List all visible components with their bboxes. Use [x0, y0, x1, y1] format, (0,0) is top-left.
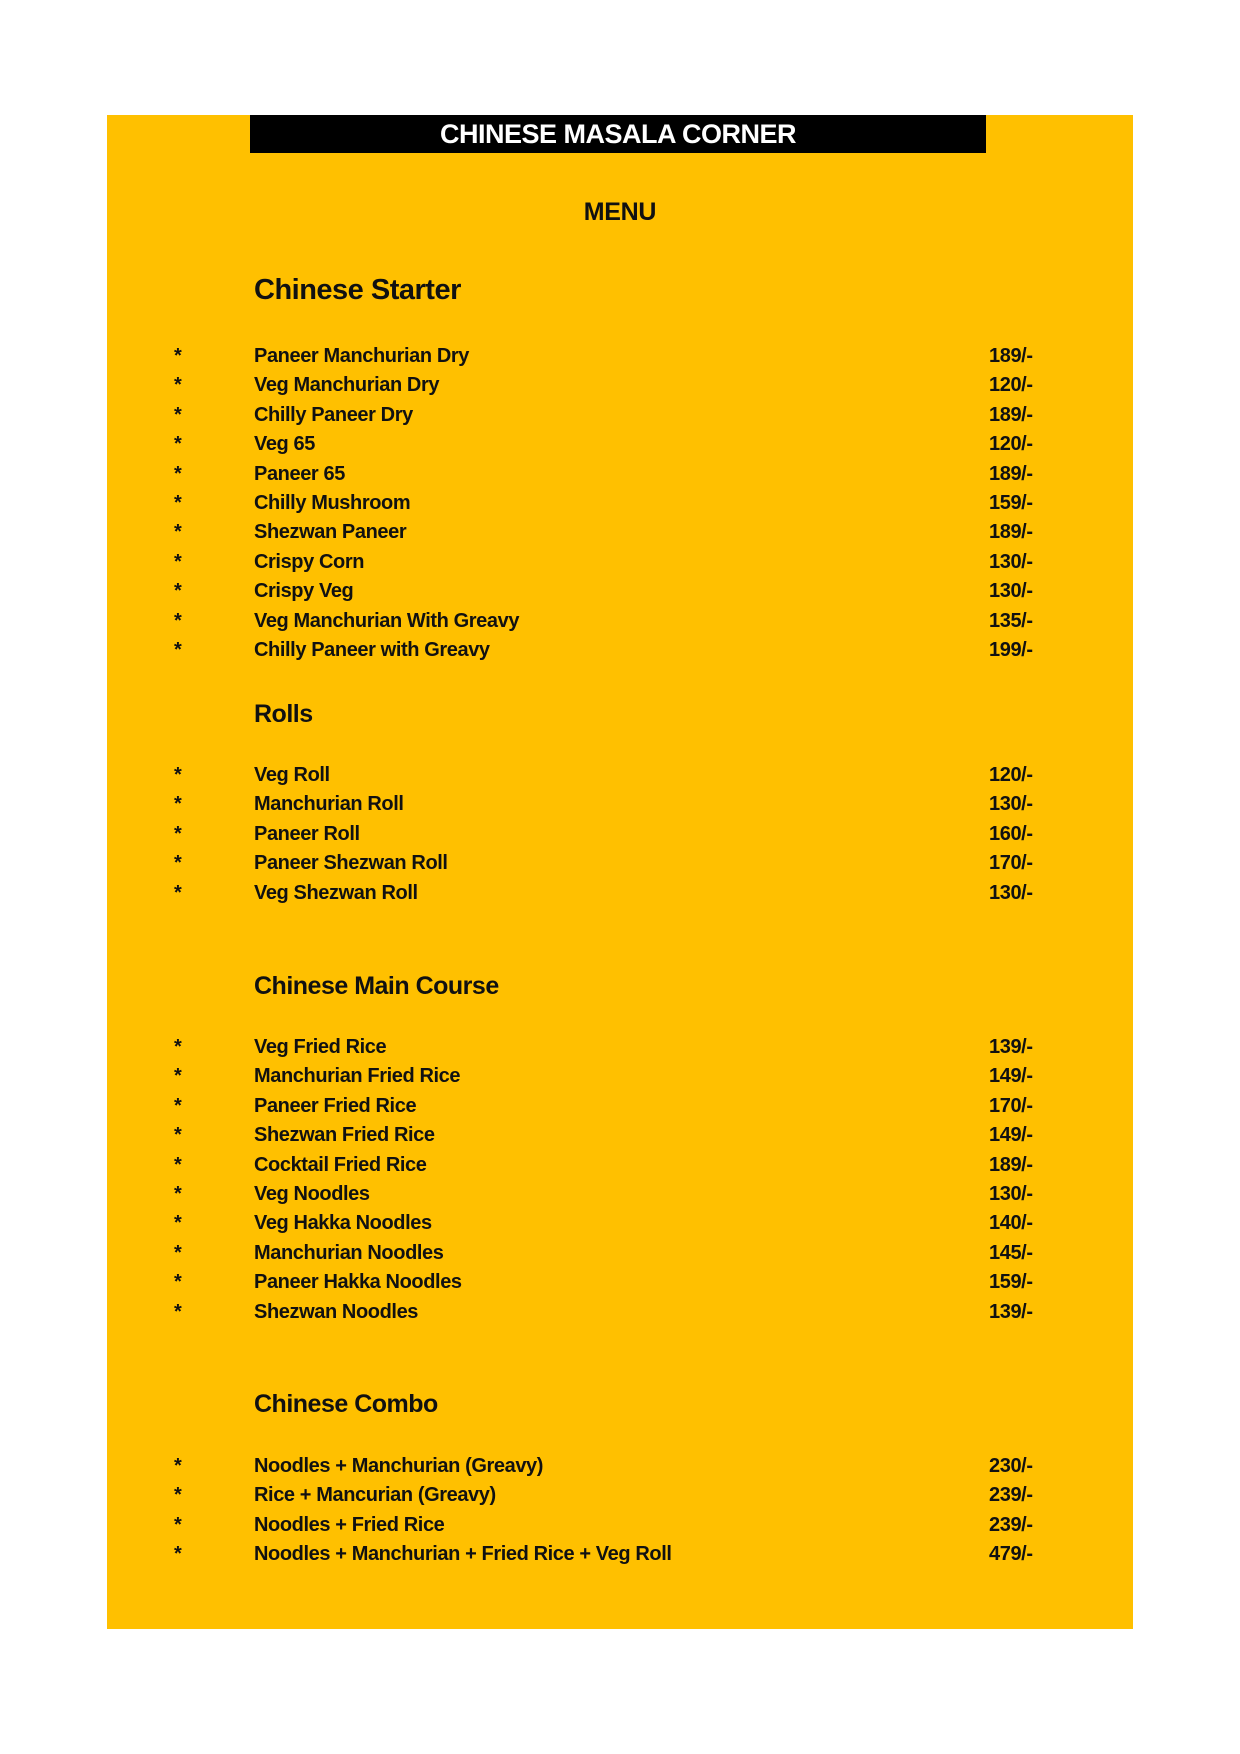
item-name: Paneer Manchurian Dry	[254, 345, 470, 367]
bullet-icon: *	[174, 639, 182, 661]
bullet-icon: *	[174, 1124, 182, 1147]
bullet-icon: *	[174, 374, 182, 397]
bullet-icon: *	[174, 1271, 182, 1294]
bullet-icon: *	[174, 881, 182, 904]
item-price: 120/-	[989, 433, 1033, 456]
item-name: Veg Shezwan Roll	[254, 881, 418, 904]
menu-item	[0, 577, 1240, 606]
bullet-icon: *	[174, 822, 182, 845]
item-price: 189/-	[989, 1153, 1033, 1176]
menu-item	[0, 879, 1240, 908]
bullet-icon: *	[174, 1513, 182, 1536]
item-name: Paneer 65	[254, 462, 345, 485]
item-price: 189/-	[989, 403, 1033, 426]
menu-item	[0, 1033, 1240, 1062]
menu-item	[0, 460, 1240, 489]
bullet-icon: *	[174, 433, 182, 456]
item-price: 170/-	[989, 1094, 1033, 1117]
item-name: Manchurian Roll	[254, 793, 404, 816]
item-name: Veg 65	[254, 433, 315, 456]
bullet-icon: *	[174, 852, 182, 875]
bullet-icon: *	[174, 1212, 182, 1235]
menu-item	[0, 371, 1240, 400]
item-name: Cocktail Fried Rice	[254, 1153, 427, 1176]
menu-item	[0, 849, 1240, 878]
item-price: 139/-	[989, 1300, 1033, 1323]
item-name: Veg Hakka Noodles	[254, 1212, 432, 1235]
menu-item	[0, 342, 1240, 371]
menu-item	[0, 1511, 1240, 1540]
menu-item	[0, 489, 1240, 518]
menu-item	[0, 1298, 1240, 1327]
section-heading-starter: Chinese Starter	[254, 274, 461, 306]
item-name: Veg Roll	[254, 764, 330, 786]
item-price: 479/-	[989, 1543, 1033, 1566]
item-price: 230/-	[989, 1455, 1033, 1477]
bullet-icon: *	[174, 521, 182, 544]
item-price: 170/-	[989, 852, 1033, 875]
bullet-icon: *	[174, 1065, 182, 1088]
bullet-icon: *	[174, 550, 182, 573]
item-price: 239/-	[989, 1513, 1033, 1536]
item-name: Shezwan Noodles	[254, 1300, 419, 1323]
item-price: 135/-	[989, 609, 1033, 632]
item-price: 130/-	[989, 550, 1033, 573]
item-price: 189/-	[989, 521, 1033, 544]
menu-heading: MENU	[583, 198, 657, 226]
bullet-icon: *	[174, 1094, 182, 1117]
bullet-icon: *	[174, 580, 182, 603]
bullet-icon: *	[174, 1300, 182, 1323]
section-heading-main-course: Chinese Main Course	[254, 972, 499, 1000]
menu-item	[0, 636, 1240, 665]
menu-item	[0, 607, 1240, 636]
item-price: 120/-	[989, 374, 1033, 397]
menu-item	[0, 1268, 1240, 1297]
item-name: Rice + Mancurian (Greavy)	[254, 1484, 496, 1507]
item-price: 130/-	[989, 793, 1033, 816]
menu-item	[0, 1062, 1240, 1091]
menu-item	[0, 1452, 1240, 1481]
item-price: 189/-	[989, 345, 1033, 367]
item-name: Paneer Shezwan Roll	[254, 852, 448, 875]
item-price: 130/-	[989, 881, 1033, 904]
item-price: 159/-	[989, 492, 1033, 514]
bullet-icon: *	[174, 793, 182, 816]
item-name: Veg Fried Rice	[254, 1036, 387, 1058]
item-name: Shezwan Paneer	[254, 521, 407, 544]
item-price: 130/-	[989, 580, 1033, 603]
item-name: Crispy Veg	[254, 580, 354, 603]
item-name: Veg Noodles	[254, 1183, 370, 1205]
item-name: Noodles + Fried Rice	[254, 1513, 445, 1536]
bullet-icon: *	[174, 1153, 182, 1176]
menu-item	[0, 1151, 1240, 1180]
item-name: Veg Manchurian Dry	[254, 374, 440, 397]
menu-item	[0, 1180, 1240, 1209]
menu-item	[0, 1481, 1240, 1510]
item-name: Shezwan Fried Rice	[254, 1124, 435, 1147]
menu-item	[0, 820, 1240, 849]
item-name: Chilly Paneer Dry	[254, 403, 413, 426]
bullet-icon: *	[174, 1036, 182, 1058]
restaurant-title: CHINESE MASALA CORNER	[250, 115, 986, 153]
item-name: Veg Manchurian With Greavy	[254, 609, 520, 632]
menu-item	[0, 1540, 1240, 1569]
menu-item	[0, 761, 1240, 790]
bullet-icon: *	[174, 1241, 182, 1264]
menu-item	[0, 1209, 1240, 1238]
item-name: Paneer Roll	[254, 822, 360, 845]
menu-item	[0, 1092, 1240, 1121]
item-price: 145/-	[989, 1241, 1033, 1264]
menu-item	[0, 401, 1240, 430]
item-name: Crispy Corn	[254, 550, 365, 573]
bullet-icon: *	[174, 1183, 182, 1205]
item-price: 130/-	[989, 1183, 1033, 1205]
bullet-icon: *	[174, 403, 182, 426]
bullet-icon: *	[174, 1484, 182, 1507]
item-name: Manchurian Fried Rice	[254, 1065, 461, 1088]
item-price: 199/-	[989, 639, 1033, 661]
bullet-icon: *	[174, 609, 182, 632]
item-name: Manchurian Noodles	[254, 1241, 444, 1264]
item-name: Noodles + Manchurian (Greavy)	[254, 1455, 544, 1477]
item-name: Paneer Fried Rice	[254, 1094, 417, 1117]
bullet-icon: *	[174, 462, 182, 485]
item-price: 189/-	[989, 462, 1033, 485]
menu-item	[0, 430, 1240, 459]
item-price: 160/-	[989, 822, 1033, 845]
bullet-icon: *	[174, 764, 182, 786]
bullet-icon: *	[174, 1543, 182, 1566]
menu-item	[0, 790, 1240, 819]
item-price: 159/-	[989, 1271, 1033, 1294]
item-price: 139/-	[989, 1036, 1033, 1058]
item-price: 120/-	[989, 764, 1033, 786]
menu-item	[0, 518, 1240, 547]
bullet-icon: *	[174, 492, 182, 514]
item-price: 239/-	[989, 1484, 1033, 1507]
item-price: 149/-	[989, 1124, 1033, 1147]
item-name: Paneer Hakka Noodles	[254, 1271, 462, 1294]
item-price: 149/-	[989, 1065, 1033, 1088]
menu-item	[0, 548, 1240, 577]
bullet-icon: *	[174, 345, 182, 367]
section-heading-combo: Chinese Combo	[254, 1390, 438, 1418]
menu-item	[0, 1239, 1240, 1268]
menu-item	[0, 1121, 1240, 1150]
item-price: 140/-	[989, 1212, 1033, 1235]
item-name: Chilly Mushroom	[254, 492, 411, 514]
section-heading-rolls: Rolls	[254, 700, 313, 728]
item-name: Chilly Paneer with Greavy	[254, 639, 490, 661]
bullet-icon: *	[174, 1455, 182, 1477]
item-name: Noodles + Manchurian + Fried Rice + Veg Roll	[254, 1543, 672, 1566]
